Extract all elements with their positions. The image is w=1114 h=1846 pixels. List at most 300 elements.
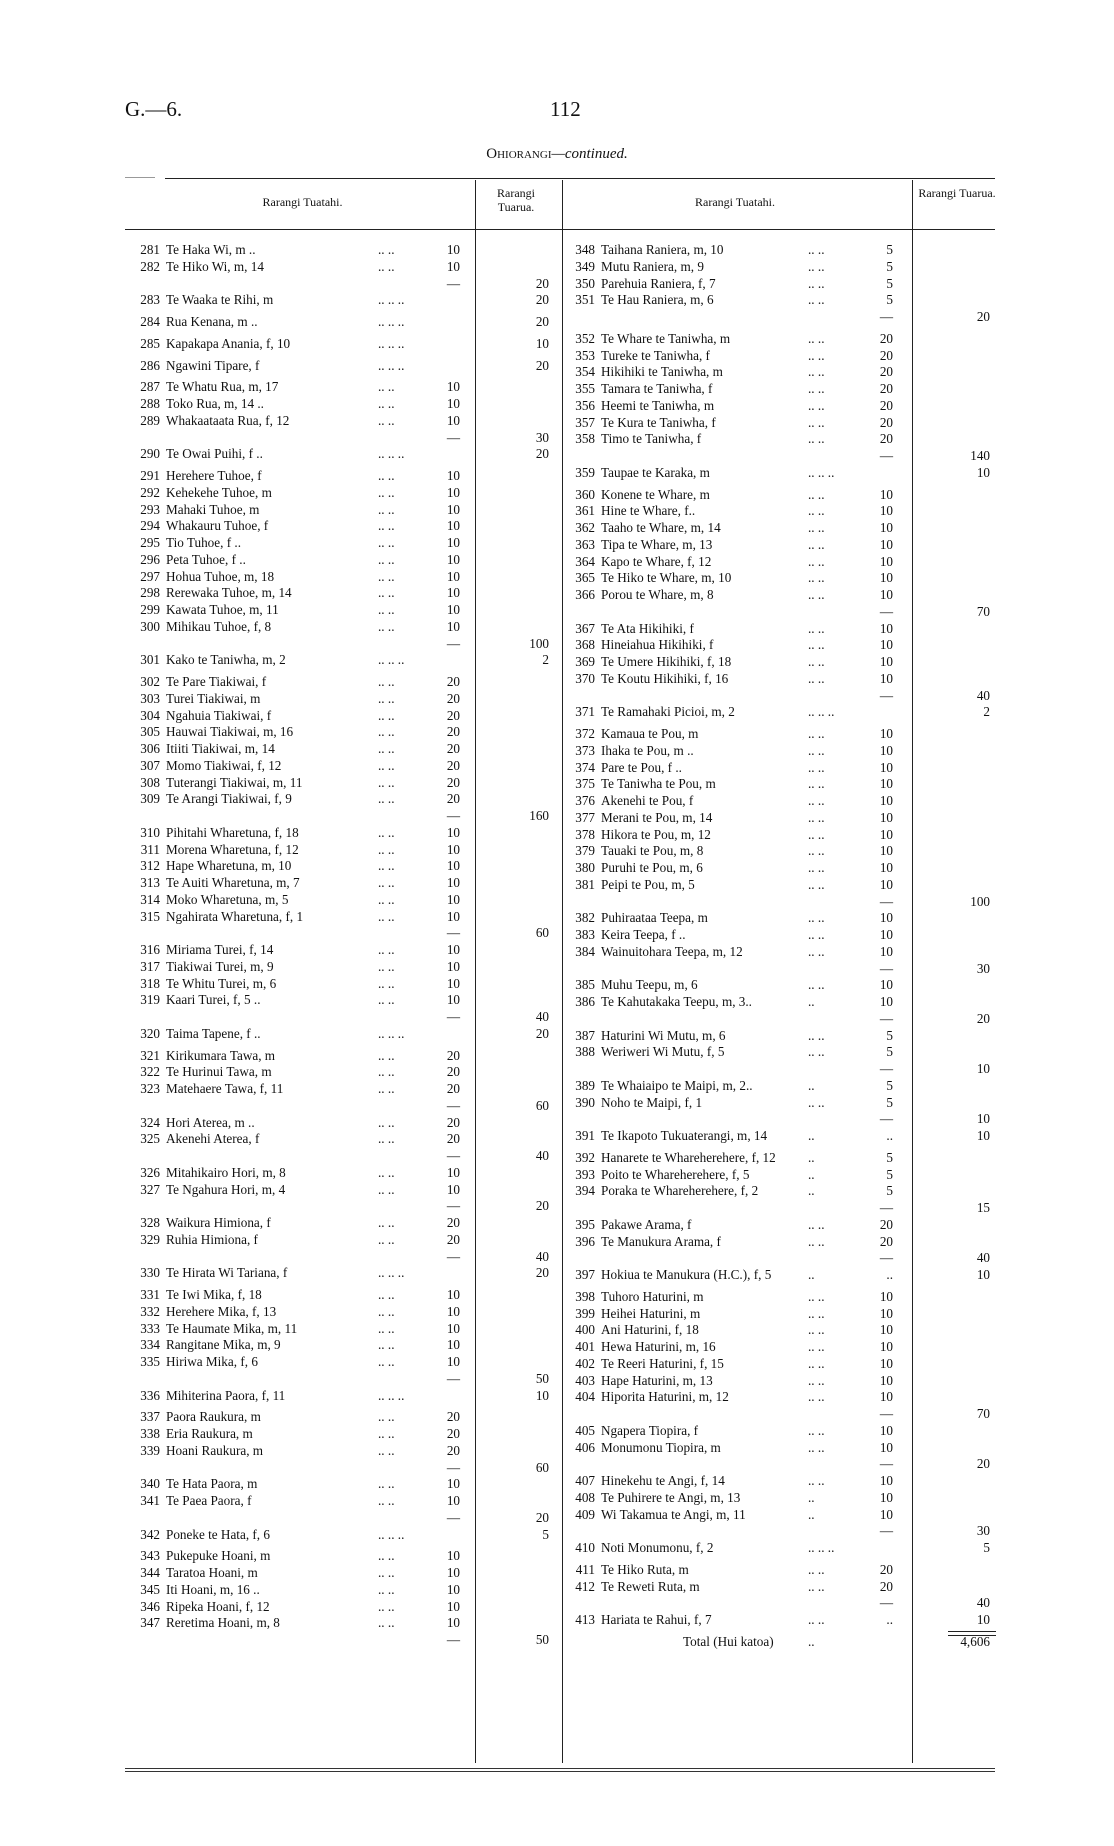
subtotal-row bbox=[563, 1456, 998, 1473]
register-entry bbox=[563, 1507, 998, 1524]
entry-name: Tipa te Whare, m, 13 bbox=[601, 536, 713, 552]
entry-name: Rangitane Mika, m, 9 bbox=[166, 1337, 281, 1353]
second-list-value: 40 bbox=[976, 1595, 990, 1611]
entry-number: 362 bbox=[575, 520, 595, 535]
subtotal-row bbox=[563, 1200, 998, 1217]
entry-name: Taupae te Karaka, m bbox=[601, 464, 710, 480]
leader-dots: .. .. bbox=[378, 690, 395, 706]
entry-name: Kako te Taniwha, m, 2 bbox=[166, 652, 286, 668]
first-list-value: 5 bbox=[886, 1044, 893, 1060]
entry-name: Te Whaiaipo te Maipi, m, 2.. bbox=[601, 1077, 753, 1093]
entry-number: 313 bbox=[140, 875, 160, 890]
first-list-value: 10 bbox=[879, 860, 893, 875]
leader-dots: .. .. bbox=[378, 1303, 395, 1319]
first-list-value: — bbox=[446, 925, 460, 941]
entry-name: Taihana Raniera, m, 10 bbox=[601, 242, 724, 257]
register-entry bbox=[563, 726, 998, 743]
leader-dots: .. .. bbox=[808, 258, 825, 274]
first-list-value: 5 bbox=[886, 1183, 893, 1199]
entry-name: Te Hiko Wi, m, 14 bbox=[166, 258, 264, 274]
second-list-value: 10 bbox=[976, 1612, 990, 1627]
leader-dots: .. .. bbox=[808, 1473, 825, 1488]
entry-name: Poito te Whareherehere, f, 5 bbox=[601, 1166, 750, 1182]
leader-dots: .. .. bbox=[808, 381, 825, 396]
entry-number: 358 bbox=[575, 431, 595, 447]
first-list-value: 10 bbox=[879, 826, 893, 842]
leader-dots: .. .. .. bbox=[378, 292, 405, 308]
entry-number: 400 bbox=[575, 1322, 595, 1338]
entry-number: 396 bbox=[575, 1233, 595, 1249]
first-list-value: 10 bbox=[446, 908, 460, 924]
entry-number: 383 bbox=[575, 927, 595, 942]
first-list-value: 5 bbox=[886, 258, 893, 274]
left-name-header: Rarangi Tuatahi. bbox=[262, 195, 343, 209]
leader-dots: .. .. bbox=[808, 1094, 825, 1110]
leader-dots: .. bbox=[808, 1506, 815, 1522]
entry-name: Te Pare Tiakiwai, f bbox=[166, 674, 267, 689]
second-list-value: 140 bbox=[970, 448, 990, 463]
register-entry bbox=[128, 842, 563, 859]
first-list-value: — bbox=[879, 1406, 893, 1421]
entry-number: 342 bbox=[140, 1526, 160, 1542]
entry-number: 311 bbox=[140, 841, 160, 857]
first-list-value: 20 bbox=[446, 774, 460, 790]
leader-dots: .. .. bbox=[808, 1355, 825, 1371]
leader-dots: .. bbox=[808, 1077, 815, 1093]
entry-number: 376 bbox=[575, 793, 595, 808]
register-entry bbox=[563, 1150, 998, 1167]
register-entry bbox=[563, 621, 998, 638]
entry-name: Whakauru Tuhoe, f bbox=[166, 518, 269, 534]
leader-dots: .. .. .. bbox=[808, 464, 835, 480]
left-value-header: Rarangi Tuarua. bbox=[497, 186, 535, 214]
register-entry bbox=[128, 358, 563, 375]
register-entry bbox=[128, 1165, 563, 1182]
register-entry bbox=[128, 242, 563, 259]
register-entry bbox=[128, 1287, 563, 1304]
leader-dots: .. bbox=[808, 1183, 815, 1199]
entry-number: 328 bbox=[140, 1215, 160, 1230]
second-list-value: 10 bbox=[976, 1128, 990, 1143]
entry-name: Te Auiti Wharetuna, m, 7 bbox=[166, 875, 300, 890]
entry-number: 371 bbox=[575, 704, 595, 720]
first-list-value: 20 bbox=[446, 1426, 460, 1441]
register-entry bbox=[563, 793, 998, 810]
second-list-value: 10 bbox=[535, 1387, 549, 1403]
first-list-value: — bbox=[879, 1200, 893, 1215]
subtotal-row bbox=[128, 1009, 563, 1026]
second-list-value: 10 bbox=[976, 1061, 990, 1076]
first-list-value: 10 bbox=[879, 570, 893, 586]
second-list-value: 20 bbox=[535, 1025, 549, 1041]
first-list-value: 20 bbox=[446, 1081, 460, 1096]
leader-dots: .. .. bbox=[378, 1581, 395, 1597]
register-entry bbox=[128, 1493, 563, 1510]
first-list-value: 20 bbox=[879, 347, 893, 363]
leader-dots: .. .. bbox=[378, 518, 395, 534]
leader-dots: .. .. bbox=[378, 1409, 395, 1425]
leader-dots: .. .. bbox=[378, 1047, 395, 1063]
register-entry bbox=[128, 1443, 563, 1460]
leader-dots: .. .. bbox=[808, 793, 825, 808]
register-entry bbox=[563, 843, 998, 860]
first-list-value: 10 bbox=[446, 1337, 460, 1353]
entry-name: Hewa Haturini, m, 16 bbox=[601, 1339, 716, 1354]
entry-name: Hine te Whare, f.. bbox=[601, 503, 696, 519]
register-entry bbox=[563, 1183, 998, 1200]
leader-dots: .. .. bbox=[808, 1578, 825, 1594]
subtotal-row bbox=[128, 1098, 563, 1115]
entry-number: 356 bbox=[575, 397, 595, 413]
first-list-value: 20 bbox=[879, 330, 893, 346]
second-list-value: 30 bbox=[976, 960, 990, 976]
leader-dots: .. .. bbox=[378, 1548, 395, 1564]
entry-name: Tuterangi Tiakiwai, m, 11 bbox=[166, 774, 303, 790]
leader-dots: .. .. bbox=[378, 1598, 395, 1614]
leader-dots: .. .. bbox=[378, 858, 395, 874]
first-list-value: 10 bbox=[879, 1389, 893, 1405]
first-list-value: 10 bbox=[879, 1322, 893, 1338]
entry-number: 318 bbox=[140, 975, 160, 991]
leader-dots: .. .. bbox=[808, 347, 825, 363]
entry-number: 286 bbox=[140, 357, 160, 373]
first-list-value: 10 bbox=[446, 1287, 460, 1302]
first-list-value: — bbox=[879, 687, 893, 703]
first-list-value: — bbox=[879, 893, 893, 909]
register-entry bbox=[563, 292, 998, 309]
entry-number: 409 bbox=[575, 1506, 595, 1522]
first-list-value: 5 bbox=[886, 275, 893, 291]
first-list-value: 20 bbox=[446, 690, 460, 706]
second-list-value: 70 bbox=[976, 1406, 990, 1421]
leader-dots: .. .. bbox=[378, 707, 395, 723]
entry-number: 395 bbox=[575, 1216, 595, 1232]
entry-number: 324 bbox=[140, 1114, 160, 1130]
entry-number: 285 bbox=[140, 335, 160, 351]
leader-dots: .. .. bbox=[378, 258, 395, 274]
register-entry bbox=[563, 1389, 998, 1406]
register-entry bbox=[128, 1615, 563, 1632]
first-list-value: 20 bbox=[446, 741, 460, 756]
first-list-value: 10 bbox=[446, 1320, 460, 1336]
leader-dots: .. .. bbox=[378, 992, 395, 1008]
entry-number: 320 bbox=[140, 1025, 160, 1041]
table-header-rule bbox=[125, 229, 995, 230]
entry-number: 316 bbox=[140, 942, 160, 957]
register-entry bbox=[563, 1540, 998, 1557]
entry-name: Hikora te Pou, m, 12 bbox=[601, 826, 711, 842]
entry-name: Te Kahutakaka Teepu, m, 3.. bbox=[601, 994, 752, 1009]
subtotal-row bbox=[563, 604, 998, 621]
second-list-value: 30 bbox=[976, 1523, 990, 1539]
entry-number: 290 bbox=[140, 446, 160, 462]
leader-dots: .. .. bbox=[808, 1027, 825, 1043]
subtotal-row bbox=[128, 1198, 563, 1215]
entry-name: Te Owai Puihi, f .. bbox=[166, 446, 263, 462]
first-list-value: 10 bbox=[879, 1339, 893, 1354]
register-entry bbox=[128, 1232, 563, 1249]
leader-dots: .. .. bbox=[808, 843, 825, 859]
entry-name: Momo Tiakiwai, f, 12 bbox=[166, 757, 282, 773]
first-list-value: 10 bbox=[446, 824, 460, 840]
first-list-value: — bbox=[879, 1061, 893, 1076]
leader-dots: .. .. bbox=[378, 674, 395, 689]
leader-dots: .. .. bbox=[808, 570, 825, 586]
register-entry bbox=[128, 1321, 563, 1338]
entry-name: Kapakapa Anania, f, 10 bbox=[166, 335, 291, 351]
first-list-value: 5 bbox=[886, 1077, 893, 1093]
entry-name: Waikura Himiona, f bbox=[166, 1215, 271, 1230]
entry-number: 315 bbox=[140, 908, 160, 924]
second-list-value: 100 bbox=[529, 635, 549, 651]
entry-name: Iti Hoani, m, 16 .. bbox=[166, 1581, 260, 1597]
subtotal-row bbox=[563, 1250, 998, 1267]
entry-number: 402 bbox=[575, 1355, 595, 1371]
second-list-value: 20 bbox=[535, 446, 549, 462]
first-list-value: 10 bbox=[879, 742, 893, 758]
register-entry bbox=[128, 379, 563, 396]
second-list-value: 20 bbox=[535, 275, 549, 291]
entry-number: 299 bbox=[140, 602, 160, 617]
entry-number: 283 bbox=[140, 292, 160, 308]
entry-name: Wainuitohara Teepa, m, 12 bbox=[601, 943, 743, 959]
entry-name: Keira Teepa, f .. bbox=[601, 927, 686, 942]
first-list-value: 10 bbox=[879, 503, 893, 519]
register-entry bbox=[563, 570, 998, 587]
entry-number: 326 bbox=[140, 1164, 160, 1180]
first-list-value: 20 bbox=[446, 707, 460, 723]
entry-name: Peta Tuhoe, f .. bbox=[166, 551, 246, 567]
entry-name: Hariata te Rahui, f, 7 bbox=[601, 1612, 712, 1627]
register-entry bbox=[128, 892, 563, 909]
first-list-value: 10 bbox=[446, 412, 460, 428]
first-list-value: — bbox=[446, 1248, 460, 1264]
register-entry bbox=[563, 1128, 998, 1145]
leader-dots: .. .. bbox=[808, 1339, 825, 1354]
entry-number: 341 bbox=[140, 1493, 160, 1508]
register-entry bbox=[563, 503, 998, 520]
register-entry bbox=[128, 1354, 563, 1371]
first-list-value: — bbox=[446, 1009, 460, 1024]
first-list-value: 20 bbox=[446, 1114, 460, 1130]
second-list-value: 100 bbox=[970, 893, 990, 909]
register-entry bbox=[563, 465, 998, 482]
entry-number: 389 bbox=[575, 1077, 595, 1093]
leader-dots: .. .. bbox=[378, 1493, 395, 1508]
subtotal-row bbox=[563, 309, 998, 326]
register-entry bbox=[563, 487, 998, 504]
entry-number: 305 bbox=[140, 724, 160, 740]
entry-name: Wi Takamua te Angi, m, 11 bbox=[601, 1506, 746, 1522]
leader-dots: .. .. .. bbox=[808, 704, 835, 720]
first-list-value: — bbox=[446, 1632, 460, 1647]
entry-number: 330 bbox=[140, 1265, 160, 1281]
register-entry bbox=[128, 1304, 563, 1321]
first-list-value: 10 bbox=[446, 1565, 460, 1580]
entry-number: 407 bbox=[575, 1473, 595, 1488]
first-list-value: 10 bbox=[446, 535, 460, 550]
entry-number: 384 bbox=[575, 943, 595, 959]
entry-name: Hape Haturini, m, 13 bbox=[601, 1372, 713, 1388]
entry-number: 353 bbox=[575, 347, 595, 363]
register-entry bbox=[128, 1337, 563, 1354]
leader-dots: .. bbox=[808, 1128, 815, 1143]
register-entry bbox=[563, 1095, 998, 1112]
entry-number: 369 bbox=[575, 654, 595, 669]
entry-number: 297 bbox=[140, 568, 160, 584]
register-entry bbox=[128, 741, 563, 758]
leader-dots: .. bbox=[808, 1149, 815, 1165]
entry-number: 405 bbox=[575, 1422, 595, 1438]
entry-name: Heihei Haturini, m bbox=[601, 1305, 701, 1321]
entry-number: 329 bbox=[140, 1231, 160, 1247]
entry-name: Te Haka Wi, m .. bbox=[166, 242, 256, 257]
leader-dots: .. .. bbox=[378, 242, 395, 257]
leader-dots: .. .. bbox=[808, 726, 825, 741]
entry-number: 397 bbox=[575, 1267, 595, 1282]
leader-dots: .. .. bbox=[378, 1476, 395, 1492]
entry-number: 411 bbox=[575, 1561, 595, 1577]
first-list-value: — bbox=[879, 960, 893, 976]
entry-number: 295 bbox=[140, 535, 160, 550]
entry-name: Te Ramahaki Picioi, m, 2 bbox=[601, 704, 735, 720]
register-entry bbox=[563, 242, 998, 259]
register-entry bbox=[563, 810, 998, 827]
first-list-value: 20 bbox=[879, 1578, 893, 1594]
first-list-value: 10 bbox=[446, 992, 460, 1008]
entry-number: 346 bbox=[140, 1598, 160, 1614]
entry-name: Paora Raukura, m bbox=[166, 1409, 261, 1425]
leader-dots: .. .. bbox=[808, 1216, 825, 1232]
register-entry bbox=[128, 292, 563, 309]
first-list-value: 10 bbox=[879, 809, 893, 825]
first-list-value: — bbox=[879, 1010, 893, 1026]
section-title bbox=[0, 146, 1114, 163]
entry-number: 294 bbox=[140, 518, 160, 534]
first-list-value: 20 bbox=[446, 1442, 460, 1458]
entry-name: Hoani Raukura, m bbox=[166, 1442, 264, 1458]
entry-number: 291 bbox=[140, 468, 160, 483]
subtotal-row bbox=[563, 1111, 998, 1128]
register-entry bbox=[128, 1565, 563, 1582]
first-list-value: 20 bbox=[879, 431, 893, 447]
register-entry bbox=[563, 671, 998, 688]
first-list-value: — bbox=[446, 1148, 460, 1163]
register-entry bbox=[128, 724, 563, 741]
entry-number: 292 bbox=[140, 484, 160, 500]
register-entry bbox=[128, 1182, 563, 1199]
first-list-value: 10 bbox=[446, 975, 460, 991]
register-entry bbox=[563, 776, 998, 793]
first-list-value: .. bbox=[886, 1612, 893, 1627]
register-entry bbox=[128, 619, 563, 636]
entry-name: Tiakiwai Turei, m, 9 bbox=[166, 958, 274, 974]
register-entry bbox=[128, 314, 563, 331]
entry-name: Weriweri Wi Mutu, f, 5 bbox=[601, 1044, 725, 1060]
register-entry bbox=[128, 585, 563, 602]
entry-name: Ani Haturini, f, 18 bbox=[601, 1322, 699, 1338]
first-list-value: 10 bbox=[879, 1372, 893, 1388]
leader-dots: .. .. .. bbox=[378, 314, 405, 329]
entry-name: Ngahuia Tiakiwai, f bbox=[166, 707, 272, 723]
entry-number: 364 bbox=[575, 553, 595, 569]
subtotal-row bbox=[563, 961, 998, 978]
leader-dots: .. .. bbox=[808, 860, 825, 875]
first-list-value: 10 bbox=[446, 1581, 460, 1597]
entry-name: Poneke te Hata, f, 6 bbox=[166, 1526, 270, 1542]
leader-dots: .. .. bbox=[808, 742, 825, 758]
entry-name: Kaari Turei, f, 5 .. bbox=[166, 992, 261, 1008]
entry-number: 307 bbox=[140, 757, 160, 773]
register-entry bbox=[128, 259, 563, 276]
register-entry bbox=[128, 1026, 563, 1043]
entry-name: Herehere Mika, f, 13 bbox=[166, 1303, 277, 1319]
first-list-value: 20 bbox=[446, 1409, 460, 1425]
entry-name: Taratoa Hoani, m bbox=[166, 1565, 258, 1580]
second-list-value: 160 bbox=[529, 808, 549, 823]
register-entry bbox=[563, 760, 998, 777]
first-list-value: 10 bbox=[879, 910, 893, 926]
second-list-value: 20 bbox=[976, 1456, 990, 1472]
first-list-value: 20 bbox=[879, 414, 893, 430]
leader-dots: .. .. bbox=[378, 602, 395, 617]
register-entry bbox=[563, 431, 998, 448]
second-list-value: 30 bbox=[535, 429, 549, 445]
entry-number: 386 bbox=[575, 994, 595, 1009]
register-entry bbox=[563, 398, 998, 415]
first-list-value: — bbox=[446, 1509, 460, 1525]
entry-number: 390 bbox=[575, 1094, 595, 1110]
first-list-value: 10 bbox=[446, 841, 460, 857]
entry-number: 367 bbox=[575, 620, 595, 636]
entry-name: Noti Monumonu, f, 2 bbox=[601, 1540, 714, 1555]
entry-name: Tureke te Taniwha, f bbox=[601, 347, 710, 363]
register-entry bbox=[128, 942, 563, 959]
entry-name: Mihiterina Paora, f, 11 bbox=[166, 1387, 286, 1403]
entry-name: Te Hau Raniera, m, 6 bbox=[601, 292, 714, 308]
entry-number: 393 bbox=[575, 1166, 595, 1182]
entry-name: Rerewaka Tuhoe, m, 14 bbox=[166, 585, 292, 601]
entry-name: Haturini Wi Mutu, m, 6 bbox=[601, 1027, 726, 1043]
entry-number: 352 bbox=[575, 330, 595, 346]
subtotal-row bbox=[128, 1148, 563, 1165]
entry-name: Te Kura te Taniwha, f bbox=[601, 414, 716, 430]
first-list-value: 10 bbox=[879, 759, 893, 775]
leader-dots: .. .. bbox=[808, 330, 825, 346]
entry-number: 412 bbox=[575, 1578, 595, 1594]
second-list-value: 10 bbox=[976, 1111, 990, 1127]
register-entry bbox=[563, 1306, 998, 1323]
entry-name: Peipi te Pou, m, 5 bbox=[601, 876, 695, 892]
subtotal-row bbox=[128, 1632, 563, 1649]
subtotal-row bbox=[563, 1011, 998, 1028]
first-list-value: — bbox=[879, 1250, 893, 1266]
register-entry bbox=[128, 446, 563, 463]
leader-dots: .. .. bbox=[378, 585, 395, 601]
first-list-value: 10 bbox=[879, 1288, 893, 1304]
entry-number: 370 bbox=[575, 670, 595, 686]
first-list-value: 10 bbox=[446, 484, 460, 500]
leader-dots: .. .. bbox=[378, 841, 395, 857]
first-list-value: — bbox=[879, 1111, 893, 1127]
register-entry bbox=[563, 1217, 998, 1234]
register-entry bbox=[128, 1476, 563, 1493]
entry-number: 296 bbox=[140, 551, 160, 567]
leader-dots: .. .. bbox=[808, 654, 825, 669]
first-list-value: 10 bbox=[446, 618, 460, 634]
register-entry bbox=[128, 1048, 563, 1065]
first-list-value: 10 bbox=[446, 551, 460, 567]
